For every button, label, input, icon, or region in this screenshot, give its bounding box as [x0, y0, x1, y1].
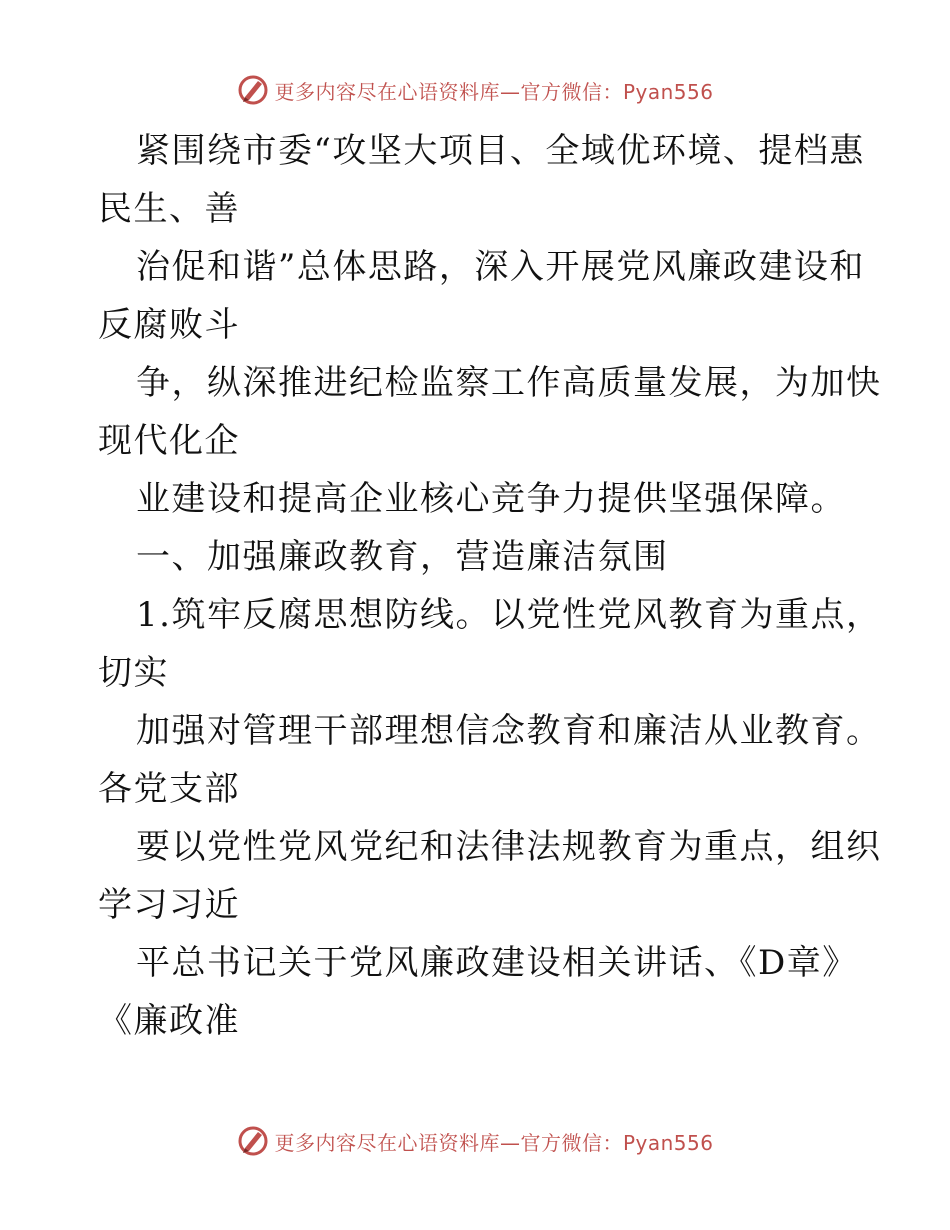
footer-separator: —: [499, 1130, 521, 1155]
body-text-line: 反腐败斗: [98, 305, 240, 345]
body-text-line: 业建设和提高企业核心竞争力提供坚强保障。: [136, 479, 846, 519]
body-text-line: 学习习近: [98, 885, 240, 925]
header-banner: [0, 70, 950, 110]
body-text-line: 现代化企: [98, 421, 240, 461]
header-brand-text: 更多内容尽在心语资料库: [274, 79, 500, 104]
header-separator: —: [499, 79, 521, 104]
body-text-line: 要以党性党风党纪和法律法规教育为重点，组织: [136, 827, 882, 867]
body-text-line: 治促和谐”总体思路，深入开展党风廉政建设和: [136, 247, 865, 287]
pen-circle-logo-icon: [236, 73, 270, 107]
header-contact-text: 官方微信：Pyan556: [520, 79, 714, 104]
body-text-line: 加强对管理干部理想信念教育和廉洁从业教育。: [136, 711, 882, 751]
body-text-line: 民生、善: [98, 189, 240, 229]
body-text-line: 1.筑牢反腐思想防线。以党性党风教育为重点，: [136, 595, 882, 635]
footer-contact-text: 官方微信：Pyan556: [520, 1130, 714, 1155]
body-text-line: 争，纵深推进纪检监察工作高质量发展，为加快: [136, 363, 882, 403]
footer-banner: [0, 1121, 950, 1161]
body-text-line: 切实: [98, 653, 169, 693]
pen-circle-logo-icon: [236, 1124, 270, 1158]
document-body: [98, 122, 882, 1050]
footer-brand-text: 更多内容尽在心语资料库: [274, 1130, 500, 1155]
header-banner-text: [274, 76, 713, 105]
body-text-line: 《廉政准: [98, 1001, 240, 1041]
body-text-line: 各党支部: [98, 769, 240, 809]
body-text-line: 平总书记关于党风廉政建设相关讲话、《D章》: [136, 943, 858, 983]
footer-banner-text: [274, 1127, 713, 1156]
body-text-line: 一、加强廉政教育，营造廉洁氛围: [136, 537, 669, 577]
body-text-line: 紧围绕市委“攻坚大项目、全域优环境、提档惠: [136, 131, 865, 171]
